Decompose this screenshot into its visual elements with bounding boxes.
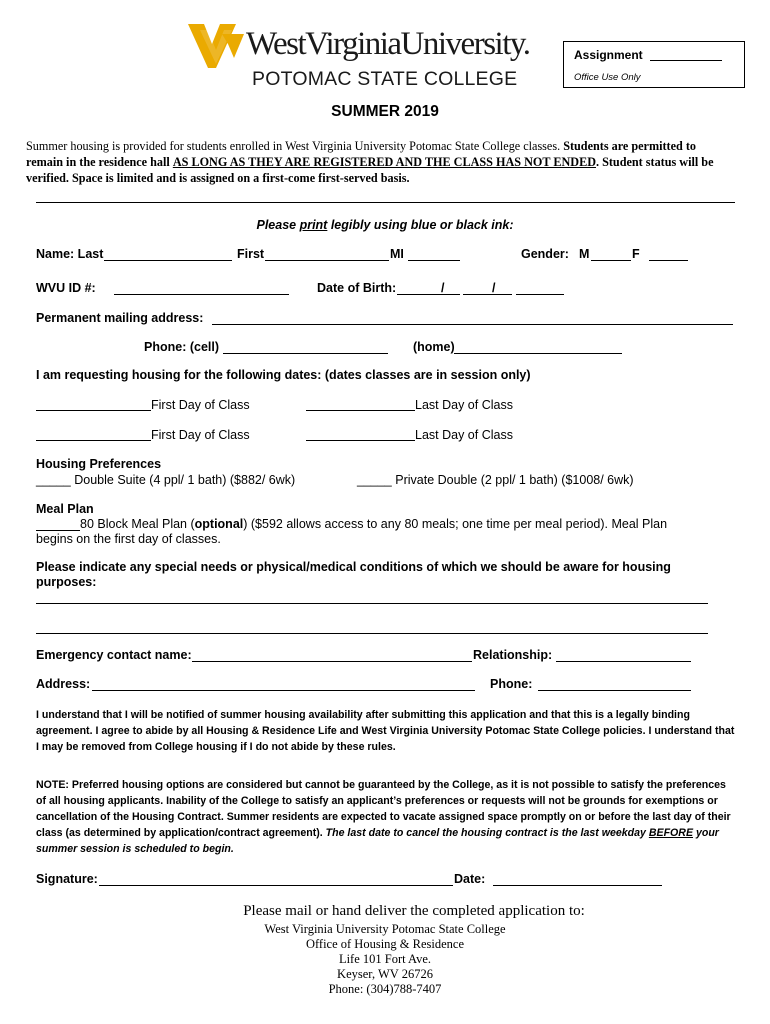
intro-paragraph — [26, 138, 726, 186]
phone-home-field[interactable] — [454, 353, 622, 354]
housing-option1-text: Double Suite (4 ppl/ 1 bath) ($882/ 6wk) — [70, 473, 296, 487]
mailing-address-label: Permanent mailing address: — [36, 311, 204, 325]
phone-cell-label: Phone: (cell) — [144, 340, 220, 354]
emergency-phone-field[interactable] — [538, 690, 691, 691]
dob-sep-2: / — [492, 281, 496, 295]
housing-blank-2: _____ — [357, 473, 392, 487]
housing-option2-text: Private Double (2 ppl/ 1 bath) ($1008/ 6wk) — [391, 473, 634, 487]
relationship-field[interactable] — [556, 661, 691, 662]
print-instruction-post: legibly using blue or black ink: — [327, 218, 514, 232]
mail-line-1: West Virginia University Potomac State College — [264, 922, 506, 936]
signature-field[interactable] — [99, 885, 453, 886]
last-day-field-1[interactable] — [306, 410, 415, 411]
housing-heading: Housing Preferences — [36, 457, 162, 471]
meal-plan-text — [80, 517, 667, 531]
first-name-field[interactable] — [265, 260, 389, 261]
mi-label: MI — [390, 247, 404, 261]
note-before: BEFORE — [648, 827, 694, 839]
mail-heading: Please mail or hand deliver the completed application to: — [243, 903, 585, 919]
mail-line-2: Office of Housing & Residence — [305, 937, 465, 951]
print-instruction — [0, 218, 770, 232]
mail-line-4: Keyser, WV 26726 — [337, 967, 433, 981]
note-text: NOTE: Preferred housing options are considered but cannot be guaranteed by the College, as it is not possible to satisfy the preferences of all housing applicants. Inability of the College to satisfy an applicant’s preferences or requests will not be grounds for exemptions or cancellation of the Housing Contract. Summer residents are expected to vacate assigned space promptly on or before the last day of their class (as determined by application/contract agreement). — [36, 779, 731, 839]
first-day-field-1[interactable] — [36, 410, 151, 411]
mailing-address-field[interactable] — [212, 324, 733, 325]
first-day-label-1: First Day of Class — [151, 398, 250, 412]
special-needs-heading-2: purposes: — [36, 575, 97, 589]
print-instruction-pre: Please — [256, 218, 300, 232]
dob-sep-1: / — [441, 281, 445, 295]
mi-field[interactable] — [408, 260, 460, 261]
emergency-name-label: Emergency contact name: — [36, 648, 192, 662]
office-use-label: Office Use Only — [574, 72, 641, 83]
dob-month-field[interactable] — [397, 294, 460, 295]
gender-m-label: M — [579, 247, 590, 261]
gender-f-label: F — [632, 247, 640, 261]
office-use-box — [563, 41, 745, 88]
signature-label: Signature: — [36, 872, 98, 886]
address-field[interactable] — [92, 690, 475, 691]
meal-pre: 80 Block Meal Plan ( — [80, 517, 195, 531]
first-day-field-2[interactable] — [36, 440, 151, 441]
page-title: SUMMER 2019 — [331, 103, 439, 120]
dob-label: Date of Birth: — [317, 281, 397, 295]
emergency-phone-label: Phone: — [490, 677, 533, 691]
college-name-logo: POTOMAC STATE COLLEGE — [252, 68, 518, 90]
relationship-label: Relationship: — [473, 648, 553, 662]
gender-label: Gender: — [521, 247, 569, 261]
emergency-name-field[interactable] — [192, 661, 472, 662]
meal-optional: optional — [194, 517, 244, 531]
special-needs-heading: Please indicate any special needs or physical/medical conditions of which we should be aware for housing — [36, 560, 671, 574]
note-italic-post: your summer session is scheduled to begin. — [36, 827, 719, 855]
meal-plan-line2: begins on the first day of classes. — [36, 532, 221, 546]
note-italic-pre: The last date to cancel the housing contract is the last weekday — [325, 827, 649, 839]
assignment-label: Assignment — [574, 48, 643, 62]
dates-heading: I am requesting housing for the following dates: (dates classes are in session only) — [36, 368, 531, 382]
housing-option-private-double[interactable] — [357, 473, 634, 487]
dob-day-field[interactable] — [463, 294, 512, 295]
special-needs-field-1[interactable] — [36, 603, 708, 604]
intro-text: Summer housing is provided for students enrolled in West Virginia University Potomac State College classes. — [26, 139, 561, 153]
intro-underline-text: AS LONG AS THEY ARE REGISTERED AND THE CLASS HAS NOT ENDED — [172, 155, 596, 169]
last-name-field[interactable] — [104, 260, 232, 261]
phone-home-label: (home) — [413, 340, 455, 354]
last-day-field-2[interactable] — [306, 440, 415, 441]
housing-blank-1: _____ — [36, 473, 71, 487]
meal-heading: Meal Plan — [36, 502, 94, 516]
wvu-id-field[interactable] — [114, 294, 289, 295]
special-needs-field-2[interactable] — [36, 633, 708, 634]
mail-line-3: Life 101 Fort Ave. — [338, 952, 432, 966]
housing-option-double-suite[interactable] — [36, 473, 295, 487]
name-last-label: Name: Last — [36, 247, 104, 261]
phone-cell-field[interactable] — [223, 353, 388, 354]
intro-bold-text-2: . Student status will be verified. Space is limited and is assigned on a first-come first-served basis. — [26, 155, 714, 185]
dob-year-field[interactable] — [516, 294, 564, 295]
first-name-label: First — [237, 247, 265, 261]
mail-address-block — [0, 922, 770, 997]
agreement-paragraph: I understand that I will be notified of summer housing availability after submitting this application and that this is a legally binding agreement. I agree to abide by all Housing & Residence Life and West Virginia University Potomac State College policies. I understand that I may be removed from College housing if I do not abide by these rules. — [36, 709, 735, 753]
wvu-flying-wv-logo-icon — [188, 24, 244, 76]
signature-date-label: Date: — [454, 872, 486, 886]
signature-date-field[interactable] — [493, 885, 662, 886]
divider — [36, 202, 735, 203]
wvu-id-label: WVU ID #: — [36, 281, 96, 295]
assignment-line[interactable] — [650, 60, 722, 61]
meal-plan-field[interactable] — [36, 530, 80, 531]
print-word: print — [299, 218, 328, 232]
first-day-label-2: First Day of Class — [151, 428, 250, 442]
gender-f-field[interactable] — [649, 260, 688, 261]
meal-post: ) ($592 allows access to any 80 meals; one time per meal period). Meal Plan — [243, 517, 668, 531]
note-paragraph — [36, 777, 736, 857]
address-label: Address: — [36, 677, 91, 691]
mail-line-5: Phone: (304)788-7407 — [328, 982, 442, 996]
university-name-logo: WestVirginiaUniversity. — [246, 26, 530, 62]
last-day-label-1: Last Day of Class — [415, 398, 513, 412]
last-day-label-2: Last Day of Class — [415, 428, 513, 442]
intro-bold-text: Students are permitted to remain in the residence hall — [26, 139, 696, 169]
gender-m-field[interactable] — [591, 260, 631, 261]
